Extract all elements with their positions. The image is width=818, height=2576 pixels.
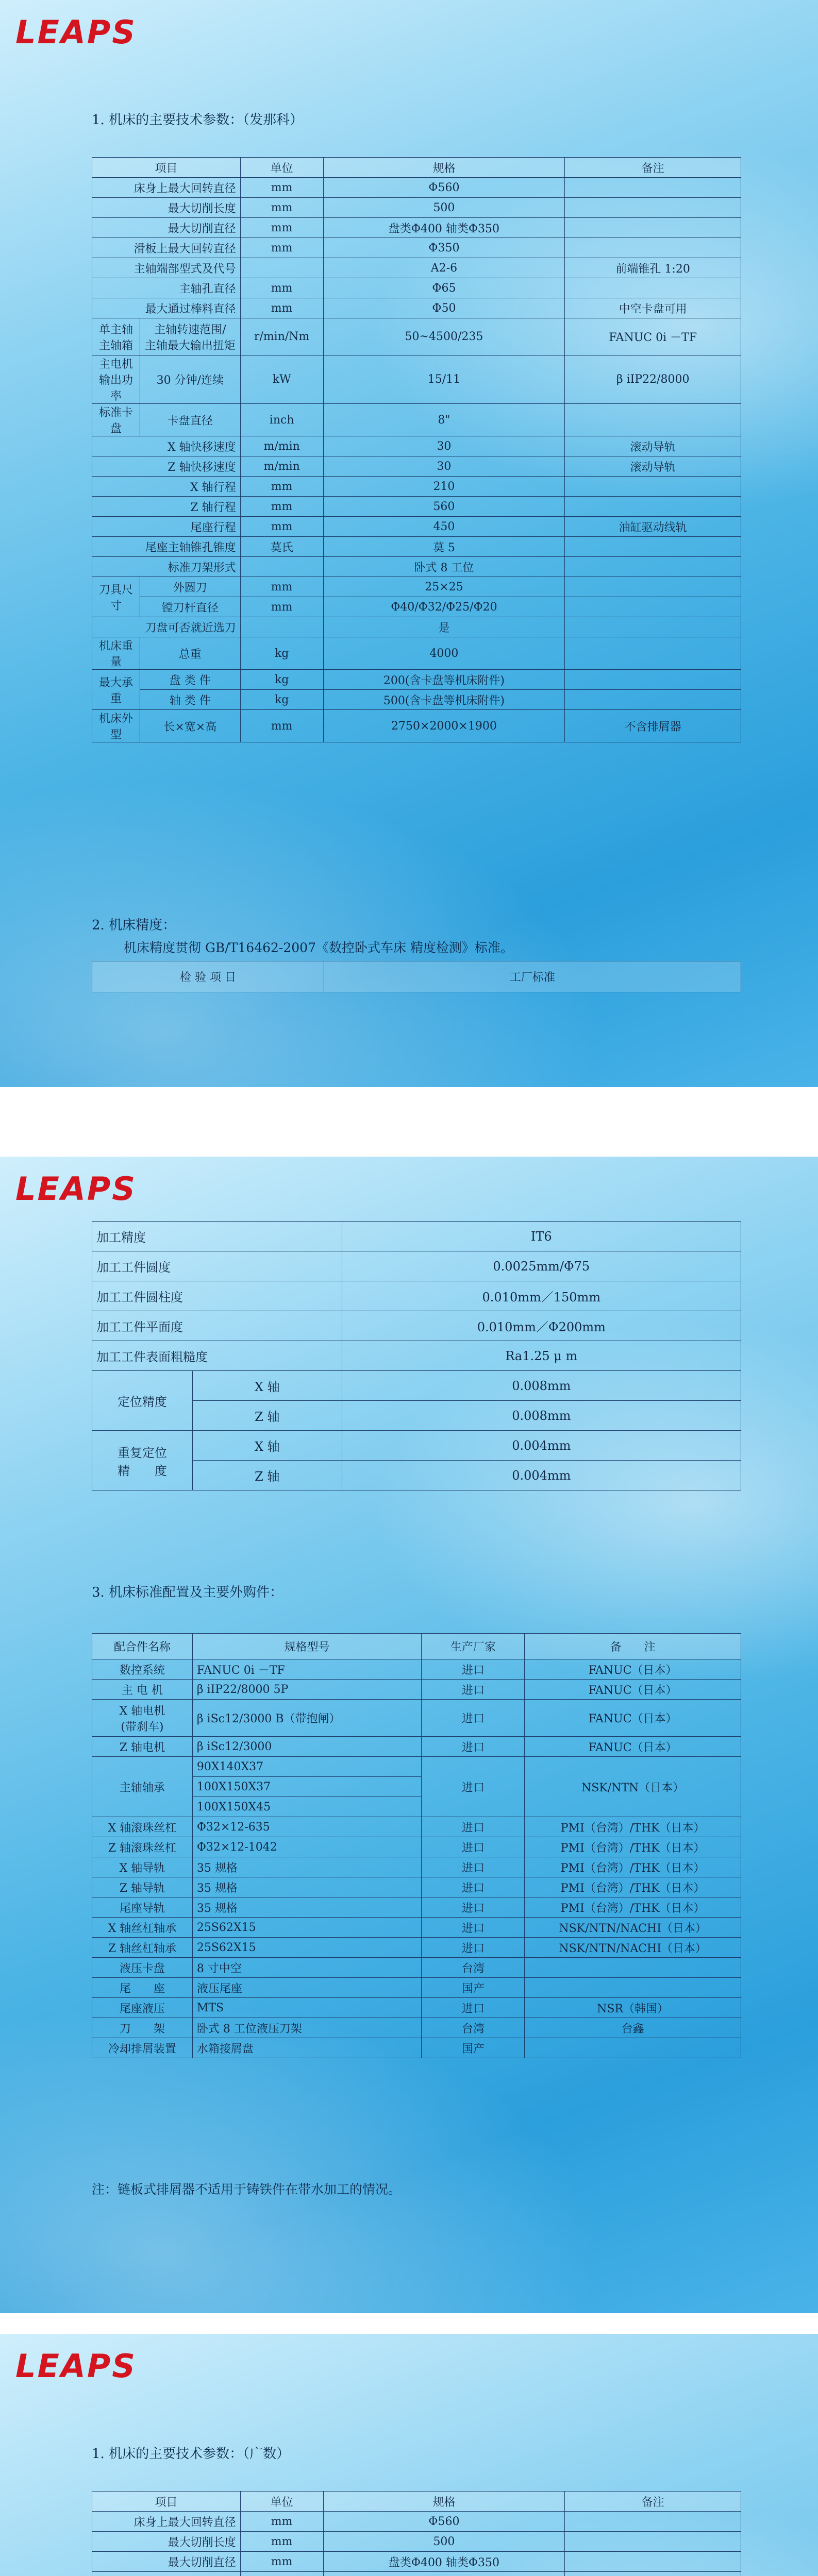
table-row: Z 轴丝杠轴承 25S62X15 进口 NSK/NTN/NACHI（日本） <box>92 1938 741 1958</box>
table-row: 最大通过棒料直径 mm Φ50 中空卡盘可用 <box>92 298 741 318</box>
table-header-row: 配合件名称 规格型号 生产厂家 备 注 <box>92 1634 741 1659</box>
brand-logo: LEAPS <box>15 1170 137 1208</box>
table-row: 加工精度 IT6 <box>92 1222 741 1251</box>
spec-table-gsk <box>92 2491 741 2576</box>
table-row: 液压卡盘 8 寸中空 台湾 <box>92 1958 741 1978</box>
table-row: Z 轴滚珠丝杠 Φ32×12-1042 进口 PMI（台湾）/THK（日本） <box>92 1837 741 1857</box>
table-row: 数控系统 FANUC 0i －TF 进口 FANUC（日本） <box>92 1659 741 1680</box>
table-row: Z 轴 0.008mm <box>92 1401 741 1431</box>
accuracy-table <box>92 1221 741 1490</box>
table-row: X 轴丝杠轴承 25S62X15 进口 NSK/NTN/NACHI（日本） <box>92 1918 741 1938</box>
table-row: X 轴滚珠丝杠 Φ32×12-635 进口 PMI（台湾）/THK（日本） <box>92 1817 741 1837</box>
table-row: 刀具尺寸 外圆刀 mm 25×25 <box>92 577 741 597</box>
table-row: 尾座液压 MTS 进口 NSR（韩国） <box>92 1998 741 2018</box>
table-row: 床身上最大回转直径 mm Φ560 <box>92 178 741 198</box>
col-header-spec: 规格 <box>323 158 565 178</box>
table-row: Z 轴电机 β iSc12/3000 进口 FANUC（日本） <box>92 1737 741 1757</box>
page-panel-3 <box>0 2334 818 2576</box>
page-panel-2 <box>0 1157 818 2313</box>
table-row: 100X150X37 <box>92 1777 741 1797</box>
table-row: 最大切削长度 mm 500 <box>92 2532 741 2552</box>
table-row: 定位精度 X 轴 0.008mm <box>92 1371 741 1401</box>
table-row: 床身上最大回转直径 mm Φ560 <box>92 2512 741 2532</box>
table-row: 主轴孔直径 mm Φ65 <box>92 278 741 298</box>
table-row: 主轴端部型式及代号 A2-6 前端锥孔 1:20 <box>92 258 741 278</box>
table-row: Z 轴行程 mm 560 <box>92 497 741 517</box>
table-row: 滑板上最大回转直径 mm Φ350 <box>92 238 741 258</box>
table-row: 标准卡盘 卡盘直径 inch 8" <box>92 404 741 436</box>
table-row: 加工工件圆柱度 0.010mm／150mm <box>92 1281 741 1311</box>
table-row: 最大切削直径 mm 盘类Φ400 轴类Φ350 <box>92 2552 741 2572</box>
table-row: 冷却排屑装置 水箱接屑盘 国产 <box>92 2038 741 2058</box>
table-row: 尾座行程 mm 450 油缸驱动线轨 <box>92 517 741 537</box>
table-row: Z 轴 0.004mm <box>92 1461 741 1490</box>
table-row: X 轴电机 (带刹车) β iSc12/3000 B（带抱闸） 进口 FANUC（日本） <box>92 1700 741 1737</box>
col-header-note: 备注 <box>565 158 741 178</box>
table-row: 主电机 输出功率 30 分钟/连续 kW 15/11 β iIP22/8000 <box>92 355 741 404</box>
col-header-item: 项目 <box>92 158 241 178</box>
config-title: 3. 机床标准配置及主要外购件： <box>92 1585 283 1600</box>
brand-logo: LEAPS <box>15 13 137 51</box>
table-row: 镗刀杆直径 mm Φ40/Φ32/Φ25/Φ20 <box>92 597 741 617</box>
table-row: 尾座主轴锥孔锥度 莫氏 莫 5 <box>92 537 741 557</box>
accuracy-text: 机床精度贯彻 GB/T16462-2007《数控卧式车床 精度检测》标准。 <box>124 940 513 955</box>
config-table <box>92 1633 741 2058</box>
table-row: Z 轴快移速度 m/min 30 滚动导轨 <box>92 456 741 477</box>
page-panel-1 <box>0 0 818 1087</box>
section-title-gsk: 1. 机床的主要技术参数：（广数） <box>92 2446 290 2462</box>
table-row: 主 电 机 β iIP22/8000 5P 进口 FANUC（日本） <box>92 1680 741 1700</box>
table-row: 刀盘可否就近选刀 是 <box>92 617 741 637</box>
section-title-fanuc: 1. 机床的主要技术参数：（发那科） <box>92 112 304 128</box>
table-row: 标准刀架形式 卧式 8 工位 <box>92 557 741 577</box>
table-row: X 轴导轨 35 规格 进口 PMI（台湾）/THK（日本） <box>92 1857 741 1877</box>
table-row: 100X150X45 <box>92 1797 741 1817</box>
table-row: 加工工件表面粗糙度 Ra1.25 μ m <box>92 1341 741 1371</box>
table-row: 机床外型 长×宽×高 mm 2750×2000×1900 不含排屑器 <box>92 710 741 742</box>
table-row: 主轴轴承 90X140X37 进口 NSK/NTN（日本） <box>92 1757 741 1777</box>
table-row <box>92 2572 741 2576</box>
table-row: 重复定位 精 度 X 轴 0.004mm <box>92 1431 741 1461</box>
table-row: 机床重量 总重 kg 4000 <box>92 637 741 670</box>
col-header-unit: 单位 <box>240 158 323 178</box>
table-header-row: 项目 单位 规格 备注 <box>92 2492 741 2512</box>
table-row: 单主轴 主轴箱 主轴转速范围/ 主轴最大输出扭矩 r/min/Nm 50~4500/235 FANUC 0i －TF <box>92 318 741 355</box>
table-header-row <box>92 158 741 178</box>
table-row: 最大切削长度 mm 500 <box>92 198 741 218</box>
table-row: 刀 架 卧式 8 工位液压刀架 台湾 台鑫 <box>92 2018 741 2038</box>
table-row: X 轴行程 mm 210 <box>92 477 741 497</box>
table-row: 最大切削直径 mm 盘类Φ400 轴类Φ350 <box>92 218 741 238</box>
table-row: 加工工件平面度 0.010mm／Φ200mm <box>92 1311 741 1341</box>
table-row: 最大承重 盘 类 件 kg 200(含卡盘等机床附件) <box>92 670 741 690</box>
table-row: Z 轴导轨 35 规格 进口 PMI（台湾）/THK（日本） <box>92 1877 741 1897</box>
table-row: X 轴快移速度 m/min 30 滚动导轨 <box>92 436 741 456</box>
table-row: 轴 类 件 kg 500(含卡盘等机床附件) <box>92 690 741 710</box>
accuracy-title: 2. 机床精度： <box>92 918 176 933</box>
table-row: 加工工件圆度 0.0025mm/Φ75 <box>92 1251 741 1281</box>
spec-table-fanuc <box>92 157 741 742</box>
table-row: 尾座导轨 35 规格 进口 PMI（台湾）/THK（日本） <box>92 1897 741 1918</box>
brand-logo: LEAPS <box>15 2347 137 2385</box>
table-header-row: 检 验 项 目 工厂标准 <box>92 961 741 992</box>
config-footnote: 注：链板式排屑器不适用于铸铁件在带水加工的情况。 <box>92 2182 402 2197</box>
accuracy-table-header <box>92 961 741 992</box>
table-row: 尾 座 液压尾座 国产 <box>92 1978 741 1998</box>
